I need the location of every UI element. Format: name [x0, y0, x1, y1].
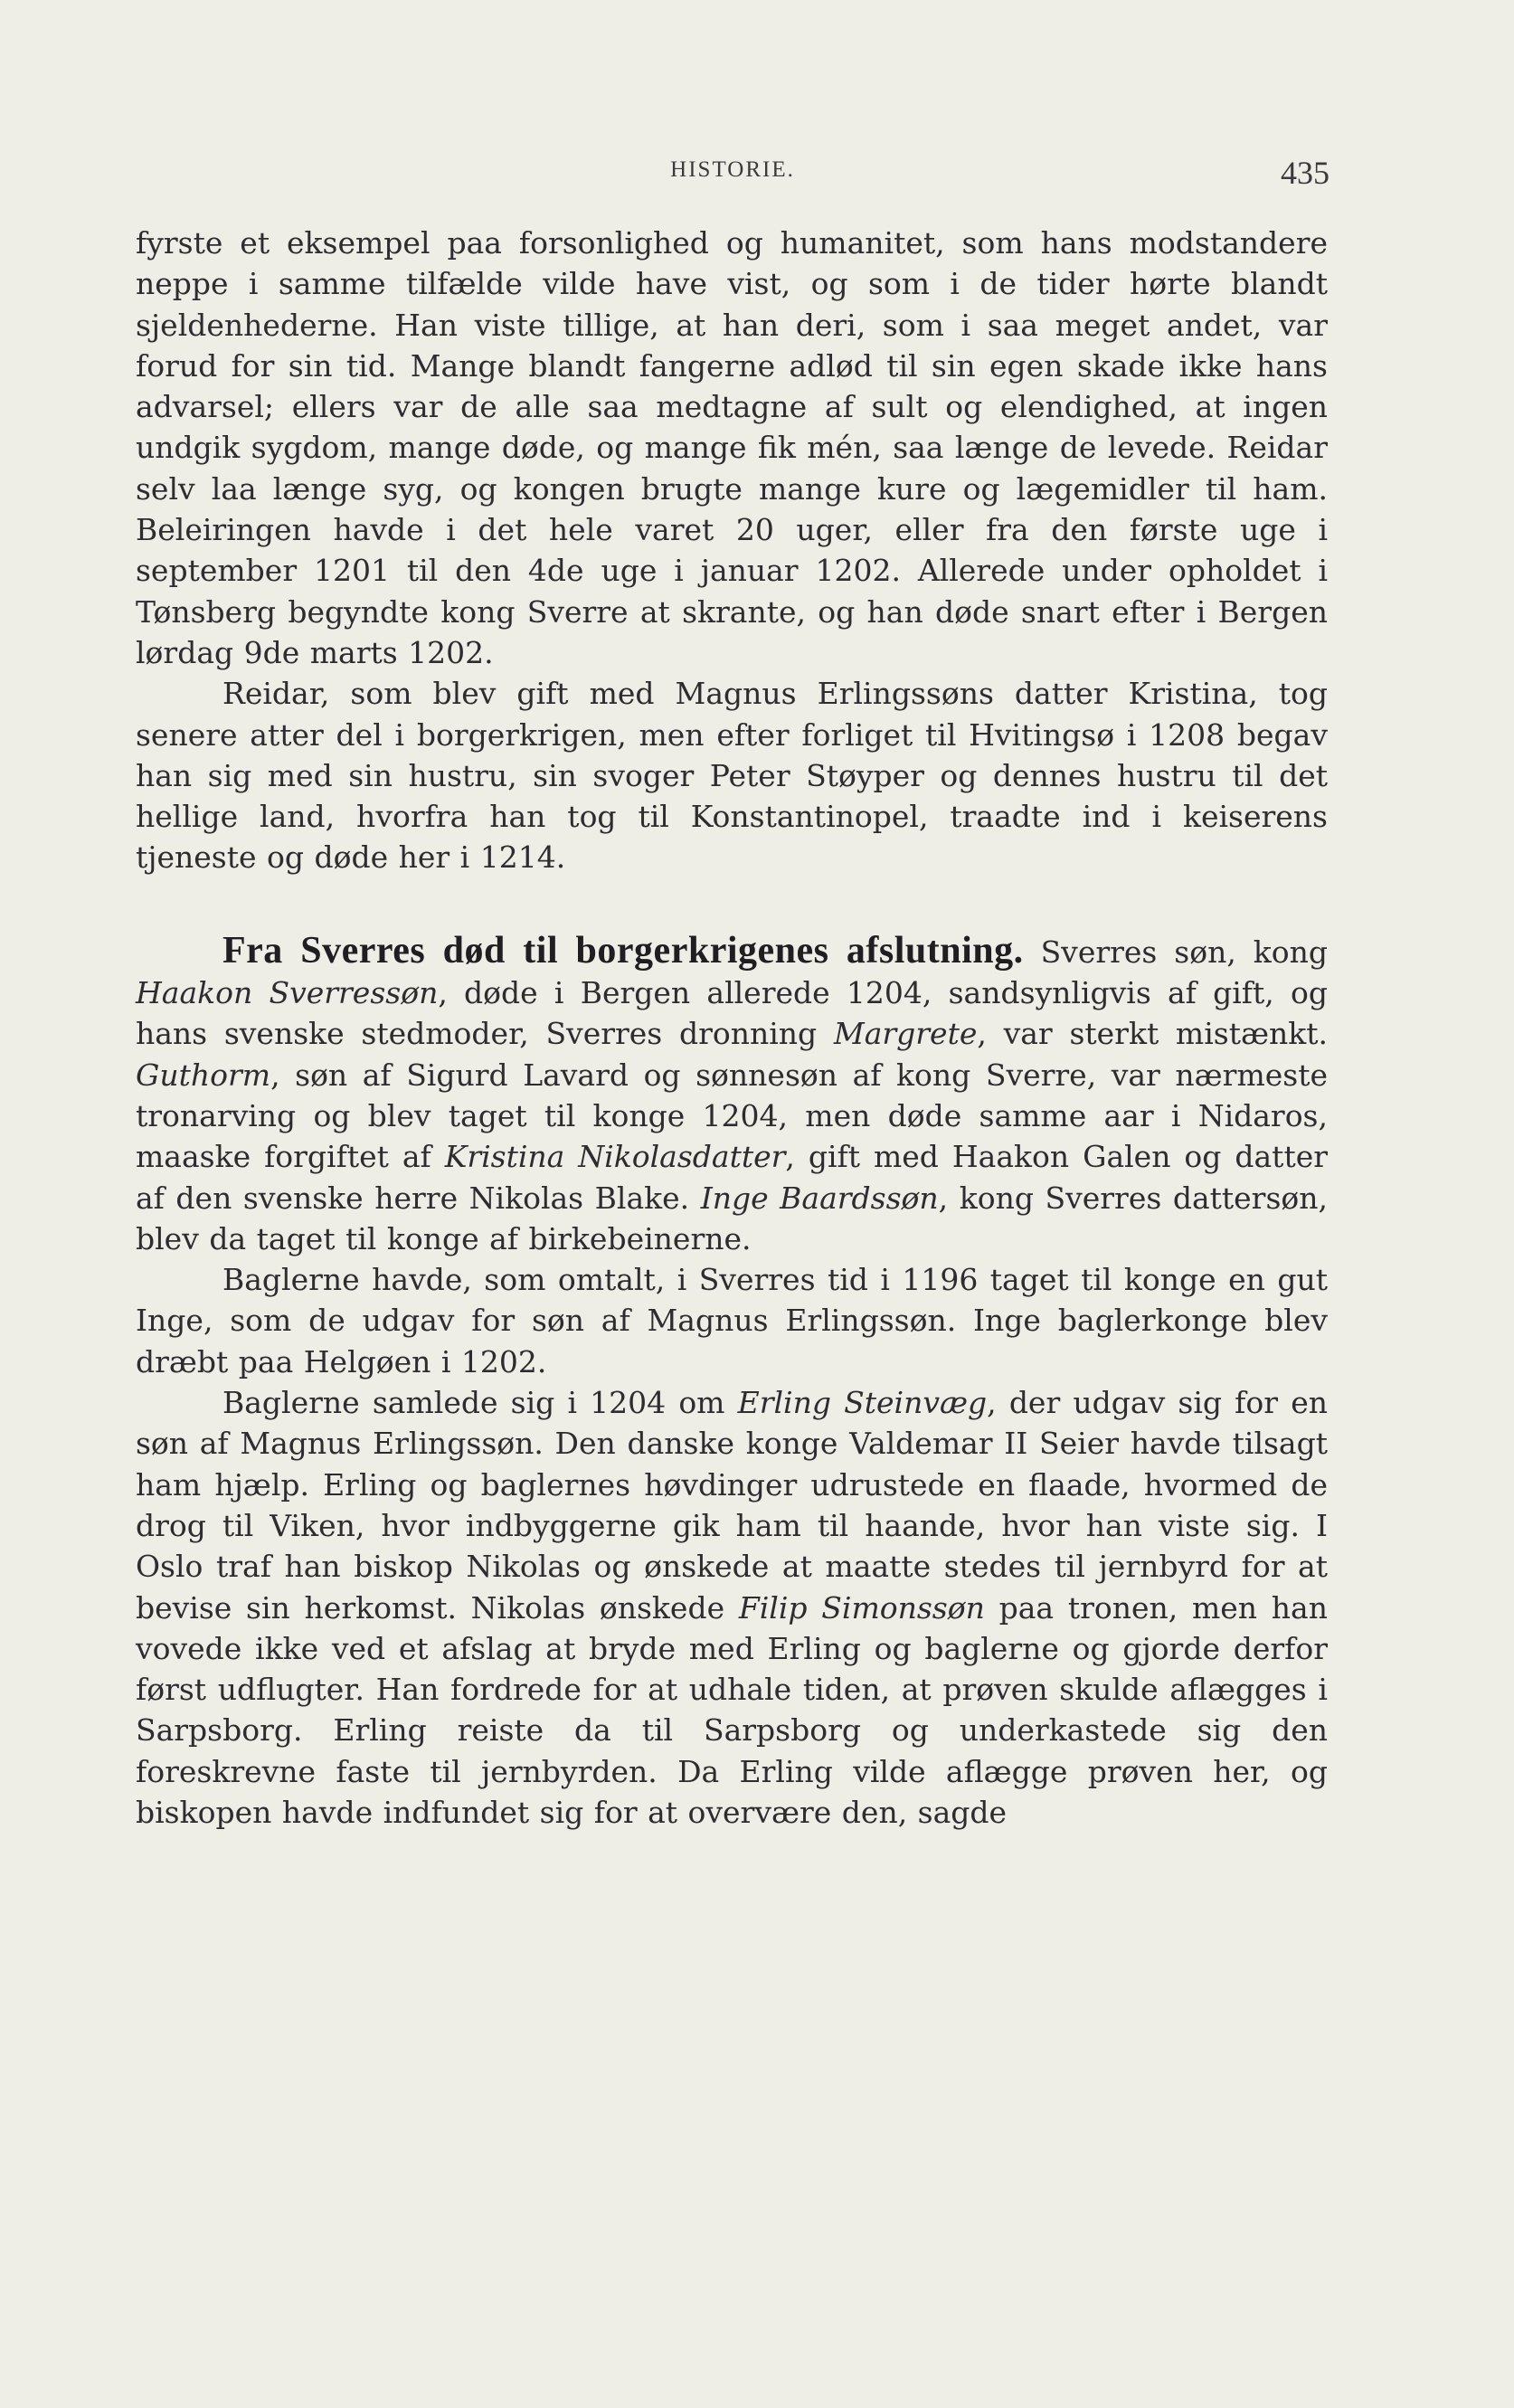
text-run: Baglerne samlede sig i 1204 om: [222, 1385, 738, 1421]
paragraph-baglerne: Baglerne havde, som omtalt, i Sverres tid i 1196 taget til konge en gut Inge, som de udgav for søn af Magnus Erlingssøn. Inge baglerkonge blev dræbt paa Helgøen i 1202.: [136, 1262, 1328, 1379]
text-run: , var sterkt mistænkt.: [977, 1016, 1328, 1052]
text-run: , døde i Bergen allerede 1204, sandsynligvis af gift, og hans svenske stedmoder, Sverres dronning: [136, 975, 1328, 1052]
text-run: Sverres søn, kong: [1023, 934, 1328, 970]
text-run: paa tronen, men han vovede ikke ved et afslag at bryde med Erling og baglerne og gjorde derfor først udflugter. Han fordrede for at udhale tiden, at prøven skulde aflægges i Sarpsborg. Erling reiste da til Sarpsborg og underkastede sig den foreskrevne faste til jernbyrden. Da Erling vilde aflægge prøven her, og biskopen havde indfundet sig for at overvære den, sagde: [136, 1589, 1328, 1830]
page-body: [136, 223, 1328, 1833]
text-run: , søn af Sigurd Lavard og sønnesøn af kong Sverre, var nærmeste tronarving og blev taget til konge 1204, men døde samme aar i Nidaros, maaske forgiftet af: [136, 1057, 1328, 1175]
person-name: Inge Baardssøn: [700, 1180, 939, 1216]
person-name: Margrete: [833, 1016, 978, 1052]
section-heading: Fra Sverres død til borgerkrigenes afslutning.: [222, 929, 1024, 972]
person-name: Erling Steinvæg: [737, 1385, 988, 1421]
text-run: , der udgav sig for en søn af Magnus Erlingssøn. Den danske konge Valdemar II Seier havde tilsagt ham hjælp. Erling og baglernes høvdinger udrustede en flaade, hvormed de drog til Viken, hvor indbyggerne gik ham til haande, hvor han viste sig. I Oslo traf han biskop Nikolas og ønskede at maatte stedes til jernbyrd for at bevise sin herkomst. Nikolas ønskede: [136, 1385, 1328, 1626]
paragraph-continuation: fyrste et eksempel paa forsonlighed og humanitet, som hans modstandere neppe i samme tilfælde vilde have vist, og som i de tider hørte blandt sjeldenhederne. Han viste tillige, at han deri, som i saa meget andet, var forud for sin tid. Mange blandt fangerne adlød til sin egen skade ikke hans advarsel; ellers var de alle saa medtagne af sult og elendighed, at ingen undgik sygdom, mange døde, og mange fik mén, saa længe de levede. Reidar selv laa længe syg, og kongen brugte mange kure og lægemidler til ham. Beleiringen havde i det hele varet 20 uger, eller fra den første uge i september 1201 til den 4de uge i januar 1202. Allerede under opholdet i Tønsberg begyndte kong Sverre at skrante, og han døde snart efter i Bergen lørdag 9de marts 1202.: [136, 225, 1328, 670]
text-run: , gift med Haakon Galen og datter af den svenske herre Nikolas Blake.: [136, 1139, 1329, 1216]
person-name: Haakon Sverressøn: [136, 975, 439, 1011]
paragraph-section-start: [136, 931, 1328, 1259]
paragraph-reidar: Reidar, som blev gift med Magnus Erlingssøns datter Kristina, tog senere atter del i borgerkrigen, men efter forliget til Hvitingsø i 1208 begav han sig med sin hustru, sin svoger Peter Støyper og dennes hustru til det hellige land, hvorfra han tog til Konstantinopel, traadte ind i keiserens tjeneste og døde her i 1214.: [136, 676, 1328, 876]
person-name: Guthorm: [136, 1057, 271, 1093]
running-head: HISTORIE.: [670, 157, 795, 182]
text-run: , kong Sverres dattersøn, blev da taget til konge af birkebeinerne.: [136, 1180, 1328, 1256]
page-header: [136, 154, 1329, 199]
page-number: 435: [1281, 155, 1329, 191]
person-name: Filip Simonssøn: [738, 1589, 985, 1626]
person-name: Kristina Nikolasdatter: [444, 1139, 786, 1175]
paragraph-erling: [136, 1382, 1328, 1833]
